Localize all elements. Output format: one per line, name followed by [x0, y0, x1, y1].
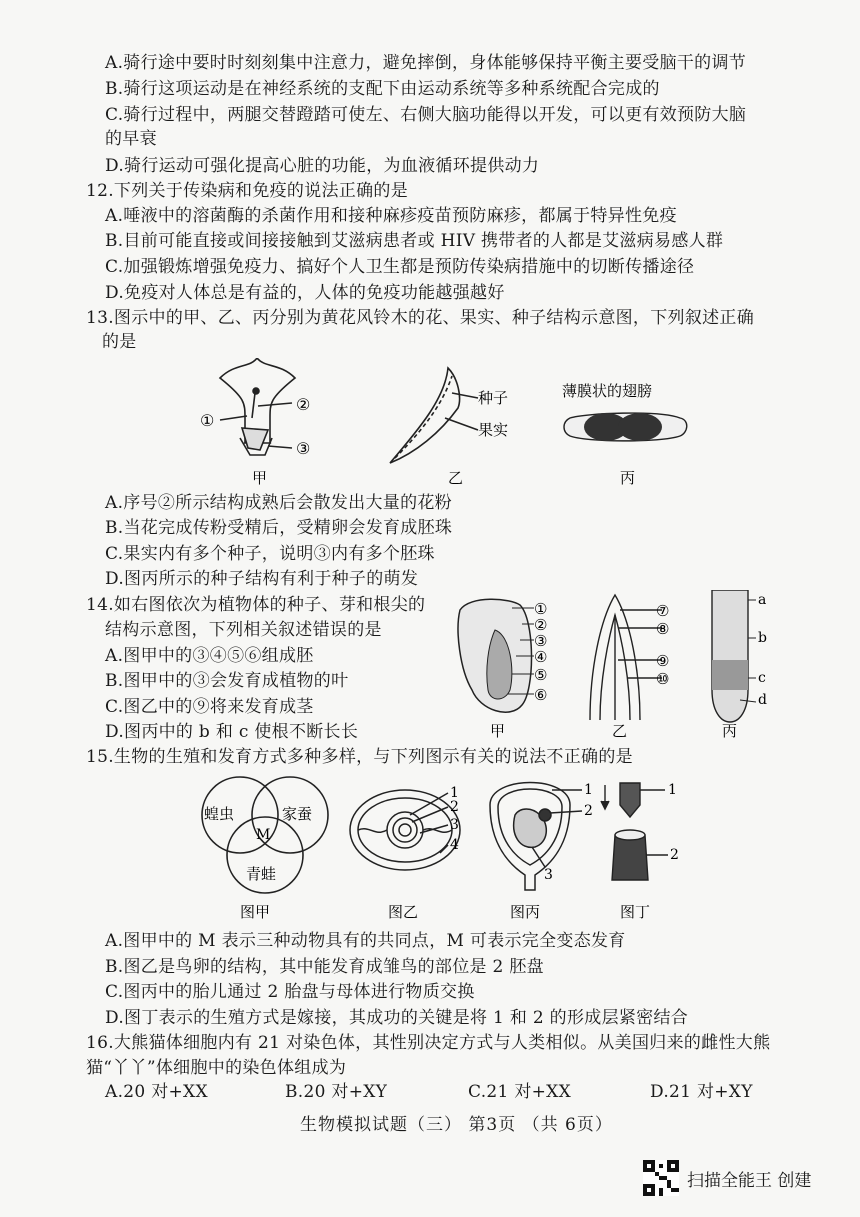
seed-label-6: ⑥: [534, 686, 548, 704]
fetus-diagram: [490, 783, 582, 891]
bud-label-9: ⑨: [656, 652, 670, 670]
bud-caption: 乙: [612, 722, 628, 740]
egg-label-4: 4: [450, 837, 459, 853]
seed-label-5: ⑤: [534, 666, 548, 684]
qr-code-icon: [643, 1160, 679, 1196]
graft-label-2: 2: [670, 847, 679, 863]
q16-option-b: B.20 对+XY: [285, 1082, 388, 1102]
bud-label-7: ⑦: [656, 602, 670, 620]
q12-option-c: C.加强锻炼增强免疫力、搞好个人卫生都是预防传染病措施中的切断传播途径: [105, 257, 695, 277]
scanner-label: 扫描全能王 创建: [687, 1170, 812, 1191]
q14-option-d: D.图丙中的 b 和 c 使根不断长长: [105, 722, 359, 742]
flower-label-2: ②: [296, 395, 311, 414]
egg-diagram: [350, 790, 460, 870]
q11-option-d: D.骑行运动可强化提高心脏的功能，为血液循环提供动力: [105, 156, 540, 176]
seed-label-3: ③: [534, 632, 548, 650]
page-footer: 生物模拟试题（三） 第3页 （共 6页）: [300, 1115, 613, 1135]
graft-label-1: 1: [668, 782, 677, 798]
bud-label-10: ⑩: [656, 670, 670, 688]
fruit-diagram: [390, 368, 478, 463]
q12-option-d: D.免疫对人体总是有益的，人体的免疫功能越强越好: [105, 283, 505, 303]
winged-seed-diagram: [564, 413, 687, 441]
root-label-d: d: [758, 692, 767, 708]
q13-option-b: B.当花完成传粉受精后，受精卵会发育成胚珠: [105, 518, 453, 538]
root-tip-diagram: [712, 590, 756, 722]
q11-option-a: A.骑行途中要时时刻刻集中注意力，避免摔倒，身体能够保持平衡主要受脑干的调节: [105, 53, 747, 73]
fig-bing-caption: 图丙: [510, 903, 541, 921]
fruit-caption: 乙: [448, 469, 464, 487]
fig-jia-caption: 图甲: [240, 903, 271, 921]
bud-label-8: ⑧: [656, 620, 670, 638]
q15-option-a: A.图甲中的 M 表示三种动物具有的共同点，M 可表示完全变态发育: [105, 931, 626, 951]
q15-option-c: C.图丙中的胎儿通过 2 胎盘与母体进行物质交换: [105, 982, 475, 1002]
q13-option-a: A.序号②所示结构成熟后会散发出大量的花粉: [105, 493, 452, 513]
q14-stem: 14.如右图依次为植物体的种子、芽和根尖的: [86, 595, 426, 615]
fetus-label-3: 3: [544, 867, 553, 883]
seed-wing-label: 薄膜状的翅膀: [562, 382, 653, 400]
q14-option-a: A.图甲中的③④⑤⑥组成胚: [105, 646, 314, 666]
venn-silkworm: 家蚕: [282, 805, 313, 823]
seed-diagram: [458, 599, 534, 712]
venn-m: M: [256, 827, 271, 843]
q13-stem: 13.图示中的甲、乙、丙分别为黄花风铃木的花、果实、种子结构示意图，下列叙述正确: [86, 308, 755, 328]
q15-stem: 15.生物的生殖和发育方式多种多样，与下列图示有关的说法不正确的是: [86, 747, 633, 767]
venn-locust: 蝗虫: [204, 805, 235, 823]
root-label-c: c: [758, 670, 766, 686]
flower-label-1: ①: [200, 411, 215, 430]
fruit-seed-label: 种子: [478, 389, 509, 407]
scanner-watermark: [643, 1160, 811, 1196]
seed-label-2: ②: [534, 616, 548, 634]
egg-label-2: 2: [450, 799, 459, 815]
root-label-a: a: [758, 592, 767, 608]
root-label-b: b: [758, 630, 767, 646]
q14-figure: [450, 590, 780, 740]
grafting-diagram: [601, 783, 668, 880]
fig-yi-caption: 图乙: [388, 903, 419, 921]
egg-label-1: 1: [450, 785, 459, 801]
q12-option-b: B.目前可能直接或间接接触到艾滋病患者或 HIV 携带者的人都是艾滋病易感人群: [105, 231, 724, 251]
q13-figure: [190, 358, 750, 488]
q13-option-d: D.图丙所示的种子结构有利于种子的萌发: [105, 569, 419, 589]
q16-option-d: D.21 对+XY: [650, 1082, 753, 1102]
flower-caption: 甲: [252, 469, 268, 487]
q11-option-c: C.骑行过程中，两腿交替蹬踏可使左、右侧大脑功能得以开发，可以更有效预防大脑: [105, 105, 747, 125]
q16-stem: 16.大熊猫体细胞内有 21 对染色体，其性别决定方式与人类相似。从美国归来的雌性大熊: [86, 1033, 771, 1053]
q15-option-d: D.图丁表示的生殖方式是嫁接，其成功的关键是将 1 和 2 的形成层紧密结合: [105, 1008, 689, 1028]
venn-frog: 青蛙: [246, 865, 277, 883]
q15-figure: [190, 775, 710, 925]
q12-option-a: A.唾液中的溶菌酶的杀菌作用和接种麻疹疫苗预防麻疹，都属于特异性免疫: [105, 206, 677, 226]
fetus-label-1: 1: [584, 782, 593, 798]
q13-stem-cont: 的是: [102, 332, 137, 352]
fig-ding-caption: 图丁: [620, 903, 651, 921]
q12-stem: 12.下列关于传染病和免疫的说法正确的是: [86, 181, 409, 201]
q14-option-b: B.图甲中的③会发育成植物的叶: [105, 671, 349, 691]
bud-diagram: [590, 595, 662, 720]
fruit-pericarp-label: 果实: [478, 421, 509, 439]
egg-label-3: 3: [450, 817, 459, 833]
fetus-label-2: 2: [584, 803, 593, 819]
flower-label-3: ③: [296, 439, 311, 458]
q11-option-c-cont: 的早衰: [105, 129, 157, 149]
q16-stem-cont: 猫“丫丫”体细胞中的染色体组成为: [86, 1058, 347, 1078]
q16-option-c: C.21 对+XX: [468, 1082, 571, 1102]
q13-option-c: C.果实内有多个种子，说明③内有多个胚珠: [105, 544, 435, 564]
seed-label-1: ①: [534, 600, 548, 618]
seed-caption: 甲: [490, 722, 506, 740]
root-caption: 丙: [722, 722, 738, 740]
q16-option-a: A.20 对+XX: [105, 1082, 208, 1102]
q11-option-b: B.骑行这项运动是在神经系统的支配下由运动系统等多种系统配合完成的: [105, 79, 660, 99]
flower-diagram: [220, 358, 295, 455]
q15-option-b: B.图乙是鸟卵的结构，其中能发育成雏鸟的部位是 2 胚盘: [105, 957, 544, 977]
q14-option-c: C.图乙中的⑨将来发育成茎: [105, 697, 314, 717]
q14-stem-cont: 结构示意图，下列相关叙述错误的是: [105, 620, 382, 640]
seed-label-4: ④: [534, 648, 548, 666]
seed-caption: 丙: [620, 469, 636, 487]
